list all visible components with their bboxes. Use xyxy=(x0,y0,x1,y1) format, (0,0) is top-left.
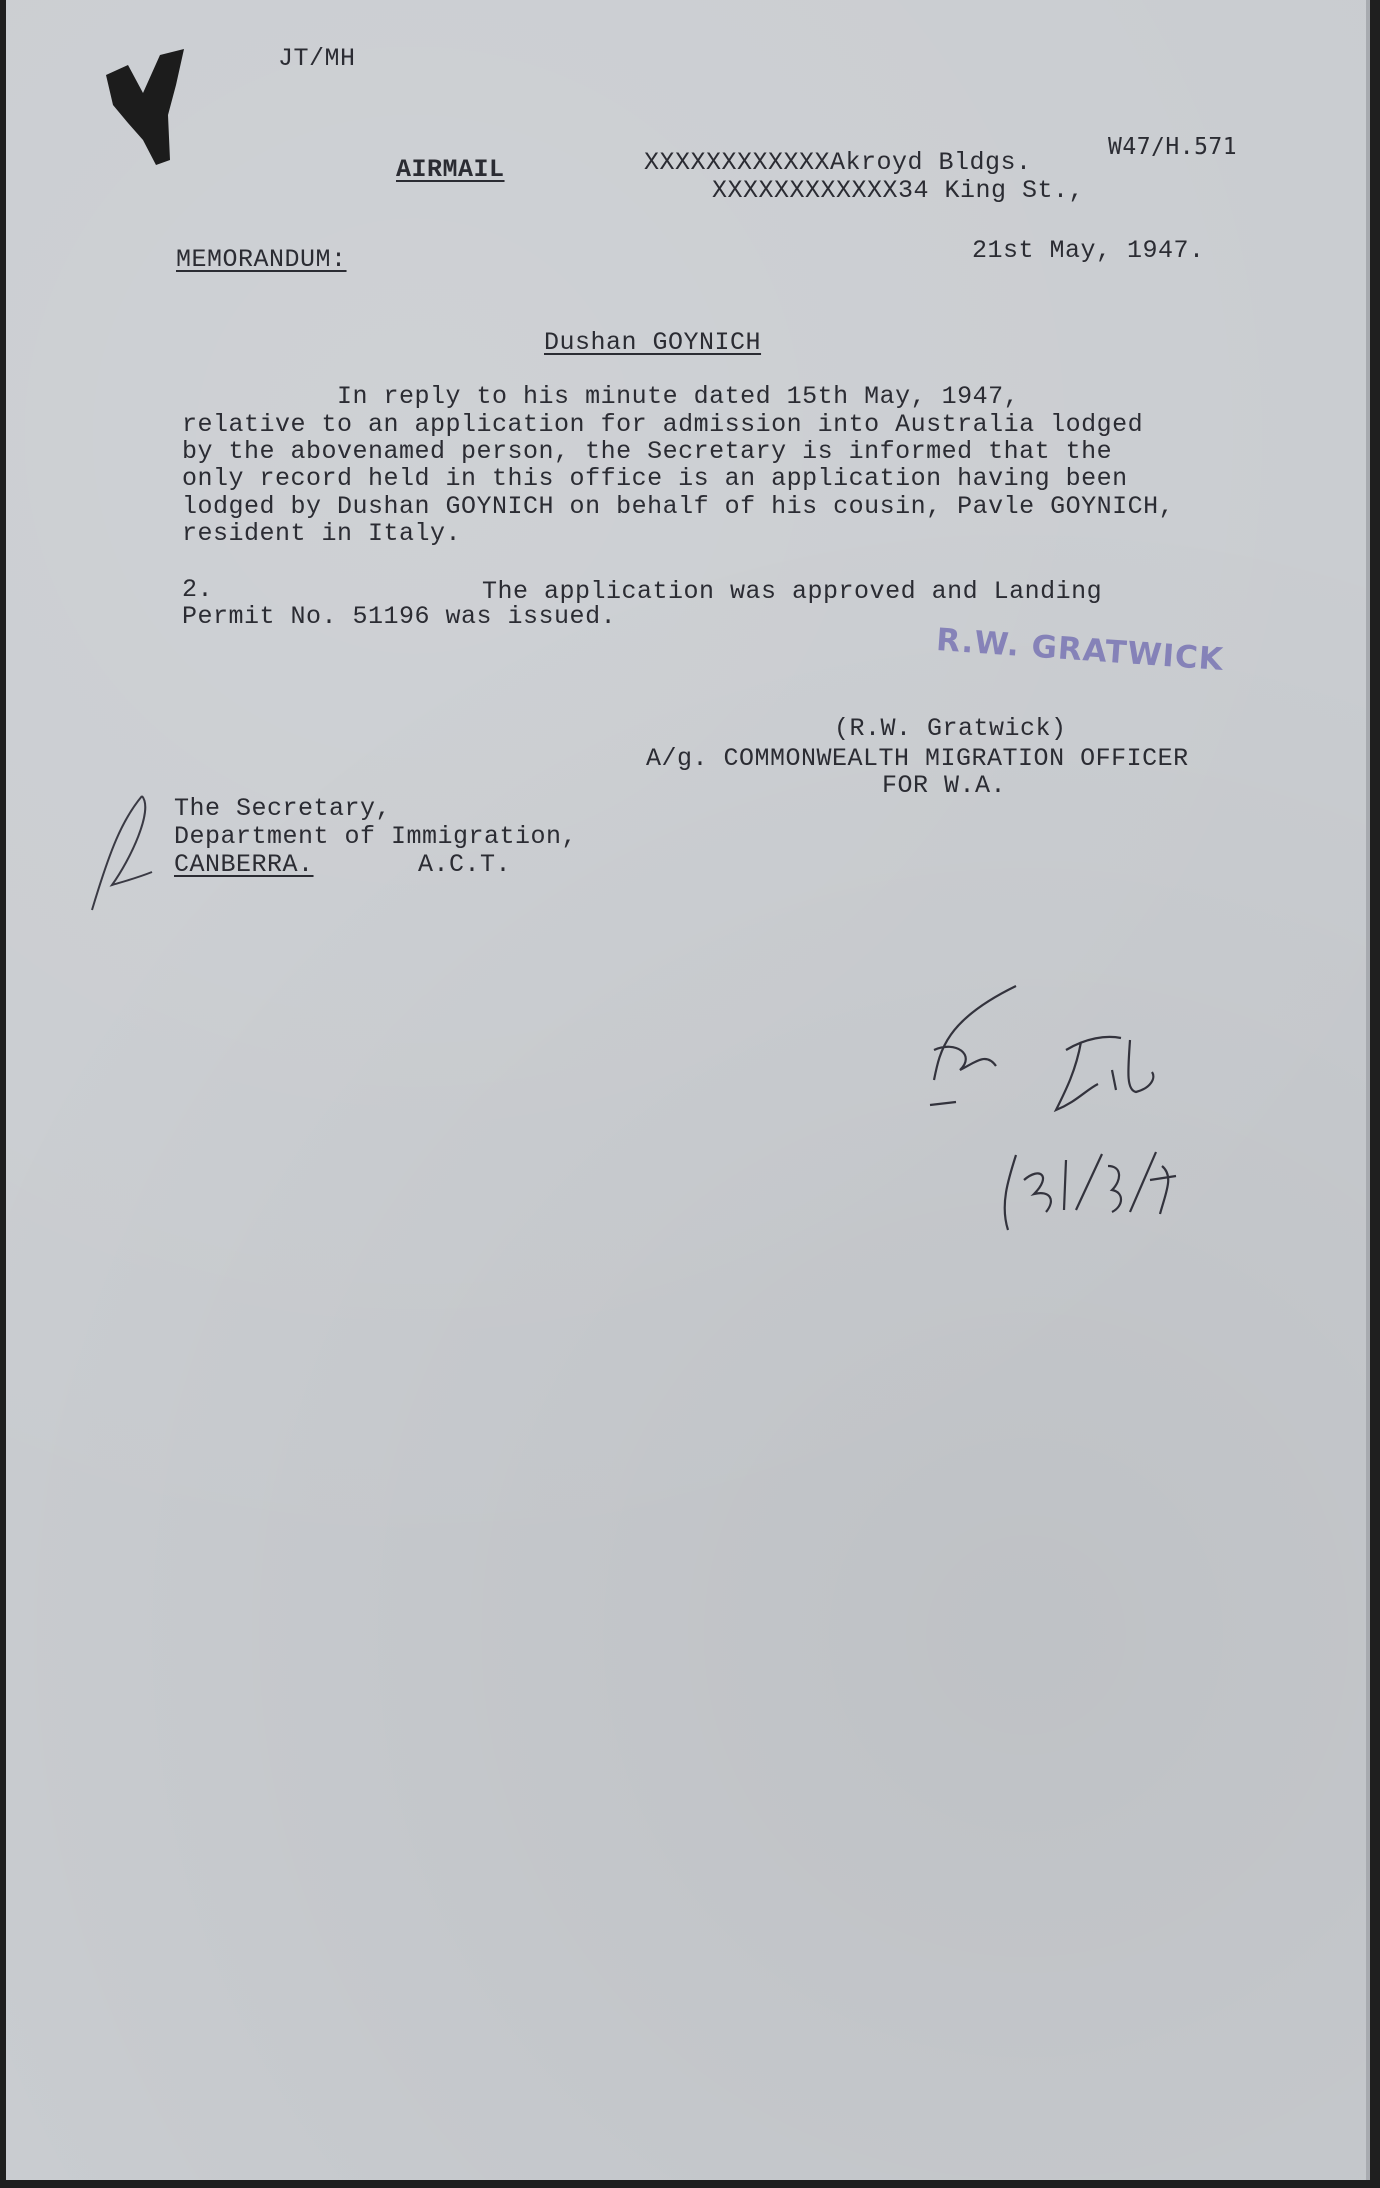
para2-line-2: Permit No. 51196 was issued. xyxy=(182,602,617,631)
memo-page xyxy=(6,0,1370,2180)
handwritten-initial-mark xyxy=(82,790,172,920)
para1-line-1: In reply to his minute dated 15th May, 1947, xyxy=(182,382,1020,411)
addressee-city: CANBERRA. xyxy=(174,850,314,879)
signatory-title: A/g. COMMONWEALTH MIGRATION OFFICER xyxy=(646,744,1189,773)
memo-date: 21st May, 1947. xyxy=(972,236,1205,265)
initials: JT/MH xyxy=(278,44,356,73)
airmail-label: AIRMAIL xyxy=(396,155,505,184)
address-line-1: XXXXXXXXXXXXAkroyd Bldgs. xyxy=(644,148,1032,177)
handwritten-re-file-note xyxy=(916,980,1226,1250)
subject-heading: Dushan GOYNICH xyxy=(544,328,762,357)
addressee-line-1: The Secretary, xyxy=(174,794,392,823)
para2-line-1: The application was approved and Landing xyxy=(482,577,1103,606)
addressee-line-2: Department of Immigration, xyxy=(174,822,578,851)
addressee-territory: A.C.T. xyxy=(418,850,512,879)
torn-corner-mark xyxy=(98,45,188,175)
signatory-name: (R.W. Gratwick) xyxy=(834,714,1067,743)
para1-line-3: by the abovenamed person, the Secretary is informed that the xyxy=(182,437,1113,466)
para2-number: 2. xyxy=(182,575,214,604)
reference-number: W47/H.571 xyxy=(1108,134,1238,160)
para1-line-2: relative to an application for admission into Australia lodged xyxy=(182,410,1144,439)
para1-line-4: only record held in this office is an application having been xyxy=(182,464,1128,493)
memorandum-heading: MEMORANDUM: xyxy=(176,245,347,274)
signatory-region: FOR W.A. xyxy=(882,771,1007,800)
address-line-2: XXXXXXXXXXXX34 King St., xyxy=(712,176,1085,205)
para1-line-5: lodged by Dushan GOYNICH on behalf of his cousin, Pavle GOYNICH, xyxy=(182,492,1175,521)
signature-stamp: R.W. GRATWICK xyxy=(935,621,1225,679)
para1-line-6: resident in Italy. xyxy=(182,519,462,548)
